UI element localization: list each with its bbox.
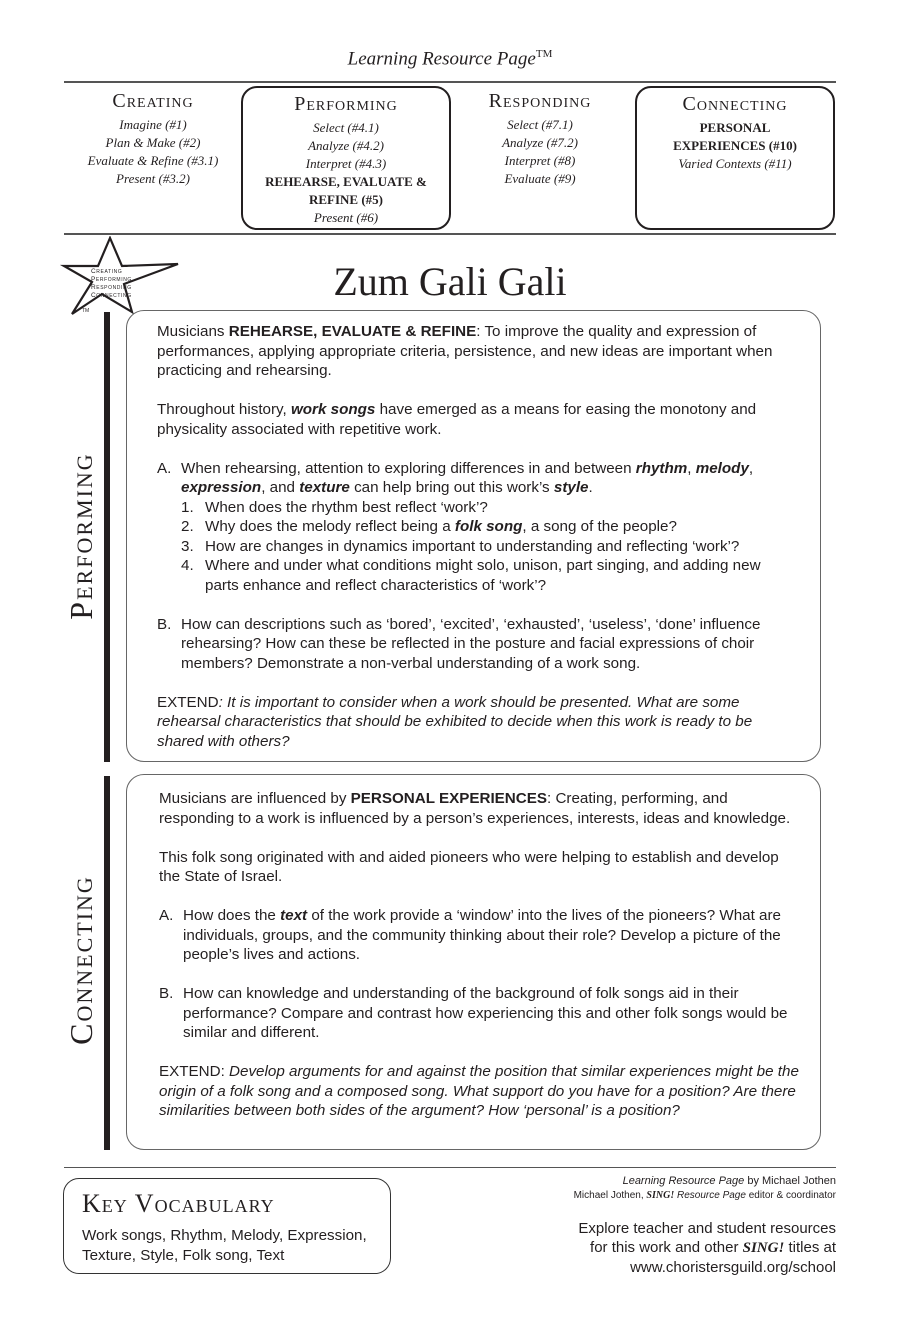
footer-rule: [64, 1167, 836, 1168]
responding-item: Analyze (#7.2): [502, 135, 578, 150]
performing-question-2: 2. Why does the melody reflect being a folk song, a song of the people?: [181, 518, 677, 535]
creating-item: Plan & Make (#2): [105, 135, 201, 150]
creating-item: Imagine (#1): [119, 117, 187, 132]
resource-page-header: Learning Resource Page™: [347, 48, 553, 70]
performing-item-a: A. When rehearsing, attention to exploring differences in and between rhythm, melody, expression, and texture can help bring out this work’s style.: [157, 459, 754, 496]
key-vocabulary-title: Key Vocabulary: [82, 1189, 275, 1218]
performing-history: Throughout history, work songs have emerged as a means for easing the monotony and physicality associated with repetitive work.: [157, 401, 757, 438]
connecting-column: [635, 86, 835, 230]
performing-side-label: Performing: [63, 452, 99, 620]
creating-item: Evaluate & Refine (#3.1): [87, 153, 219, 168]
performing-question-4: 4. Where and under what conditions might solo, unison, part singing, and adding new parts enhance and reflect characteristics of ‘work’?: [181, 557, 761, 594]
connecting-highlight: PERSONAL EXPERIENCES (#10): [673, 120, 797, 153]
connecting-item-b: B. How can knowledge and understanding of the background of folk songs aid in their performance? Compare and contrast how experiencing this and other folk songs would be similar and different.: [159, 985, 788, 1041]
performing-item-b: B. How can descriptions such as ‘bored’, ‘excited’, ‘exhausted’, ‘useless’, ‘done’ influence rehearsing? How can these be reflected in the posture and facial expressions of choir members? Demonstrate a non-verbal understanding of a work song.: [157, 615, 761, 672]
performing-content: [157, 322, 797, 751]
performing-item: Interpret (#4.3): [305, 156, 387, 171]
performing-heading: Performing: [294, 93, 398, 115]
creating-heading: Creating: [112, 90, 194, 112]
responding-column: [450, 90, 630, 188]
header-rule-bottom: [64, 233, 836, 235]
responding-item: Evaluate (#9): [504, 171, 576, 186]
credit-author: Learning Resource Page by Michael Jothen: [622, 1175, 836, 1187]
header-rule-top: [64, 81, 836, 83]
performing-item: Analyze (#4.2): [308, 138, 384, 153]
connecting-content: [159, 789, 804, 1121]
responding-item: Select (#7.1): [507, 117, 573, 132]
song-title: Zum Gali Gali: [333, 259, 567, 304]
credit-editor: Michael Jothen, SING! Resource Page editor & coordinator: [573, 1190, 836, 1201]
connecting-extend: EXTEND: Develop arguments for and against the position that similar experiences might be the origin of a folk song and a composed song. What support do you have for a position? Are there similarities between both sides of the argument? How ‘personal’ is a position?: [159, 1063, 799, 1119]
resources-url[interactable]: www.choristersguild.org/school: [630, 1259, 836, 1276]
performing-intro: Musicians REHEARSE, EVALUATE & REFINE: To improve the quality and expression of performances, applying appropriate criteria, persistence, and new ideas are important when practicing and rehearsing.: [157, 323, 773, 379]
responding-item: Interpret (#8): [504, 153, 576, 168]
connecting-origin: This folk song originated with and aided pioneers who were helping to establish and develop the State of Israel.: [159, 848, 779, 885]
star-logo-text: Creating Performing Responding Connecting: [91, 268, 132, 299]
performing-question-1: 1. When does the rhythm best reflect ‘work’?: [181, 498, 488, 516]
star-logo-tm: TM: [82, 308, 90, 314]
connecting-side-label: Connecting: [63, 875, 99, 1045]
performing-question-3: 3. How are changes in dynamics important to understanding and reflecting ‘work’?: [181, 537, 740, 555]
performing-highlight: REHEARSE, EVALUATE & REFINE (#5): [265, 174, 427, 207]
connecting-side-bar: [104, 776, 110, 1150]
creating-column: [64, 90, 242, 188]
creating-item: Present (#3.2): [116, 171, 190, 186]
key-vocabulary-box: [63, 1178, 391, 1274]
connecting-heading: Connecting: [682, 93, 788, 115]
performing-side-bar: [104, 312, 110, 762]
connecting-item: Varied Contexts (#11): [678, 156, 792, 171]
connecting-item-a: A. How does the text of the work provide a ‘window’ into the lives of the pioneers? What are individuals, groups, and the community thinking about their role? Develop a picture of the people’s lives and actions.: [159, 907, 781, 963]
performing-column: [241, 86, 451, 230]
explore-resources: Explore teacher and student resources for this work and other SING! titles at www.choristersguild.org/school: [578, 1220, 836, 1276]
performing-item: Present (#6): [313, 210, 379, 225]
performing-item: Select (#4.1): [313, 120, 379, 135]
key-vocabulary-list: Work songs, Rhythm, Melody, Expression, Texture, Style, Folk song, Text: [82, 1227, 367, 1264]
connecting-intro: Musicians are influenced by PERSONAL EXPERIENCES: Creating, performing, and responding to a work is influenced by a person’s experiences, interests, ideas and knowledge.: [159, 790, 791, 827]
responding-heading: Responding: [488, 90, 592, 112]
performing-extend: EXTEND: It is important to consider when a work should be presented. What are some rehearsal characteristics that should be exhibited to decide when this work is ready to be shared with others?: [157, 693, 753, 750]
